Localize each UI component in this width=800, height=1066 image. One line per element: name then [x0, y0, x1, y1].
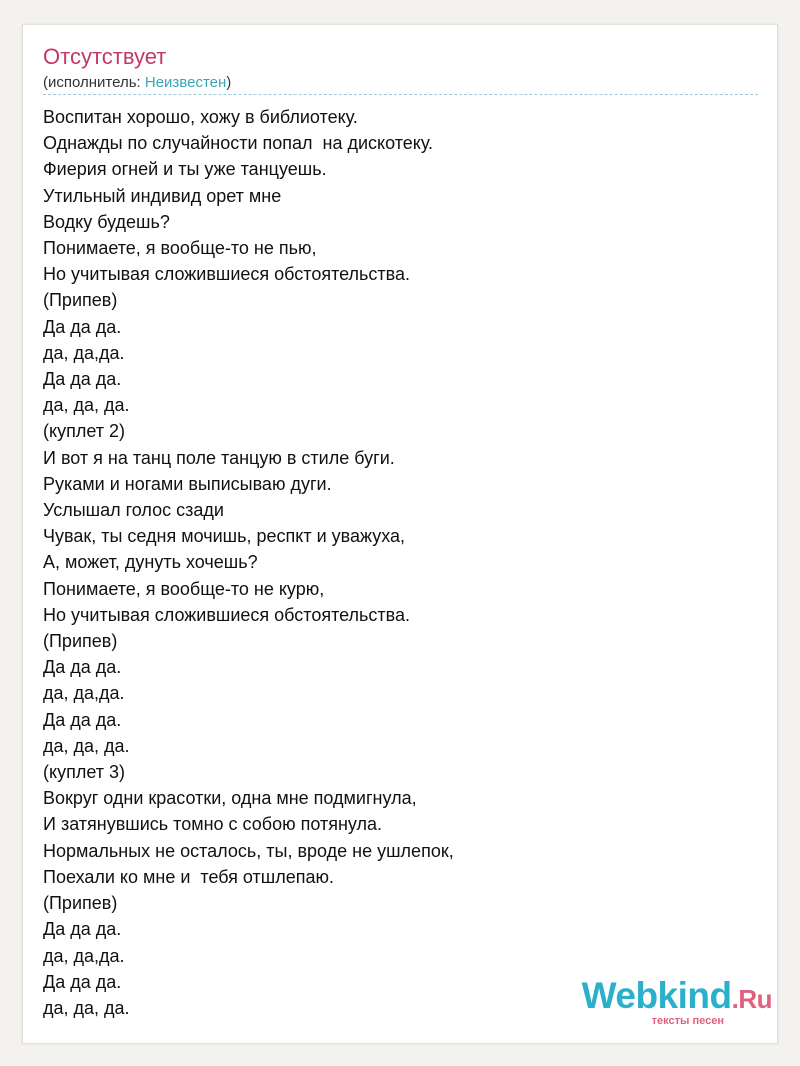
lyric-line: И вот я на танц поле танцую в стиле буги.: [43, 447, 395, 468]
lyric-line: да, да,да.: [43, 945, 125, 966]
lyric-line: Но учитывая сложившиеся обстоятельства.: [43, 604, 411, 625]
lyric-line: Воспитан хорошо, хожу в библиотеку.: [43, 107, 358, 127]
lyric-line: (куплет 3): [43, 762, 125, 783]
logo-tld: .Ru: [731, 984, 772, 1014]
lyric-line: Фиерия огней и ты уже танцуешь.: [43, 159, 327, 180]
lyric-line: Понимаете, я вообще-то не курю,: [43, 578, 325, 599]
lyric-line: Руками и ногами выписываю дуги.: [43, 473, 332, 494]
lyric-line: Услышал голос сзади: [43, 500, 224, 521]
lyric-line: Да да да.: [43, 709, 122, 730]
lyric-line: Да да да.: [43, 369, 122, 390]
lyric-line: да, да,да.: [43, 683, 125, 704]
lyric-line: Поехали ко мне и тебя отшлепаю.: [43, 866, 334, 887]
lyrics-card: [22, 24, 778, 1044]
lyric-line: Да да да.: [43, 919, 122, 940]
lyric-line: Да да да.: [43, 657, 122, 678]
lyric-line: Да да да.: [43, 316, 122, 337]
logo-wordmark: [582, 976, 772, 1019]
lyric-line: да, да, да.: [43, 395, 130, 416]
logo-main-text: Webkind: [581, 975, 732, 1016]
lyric-line: (Припев): [43, 290, 118, 311]
lyric-line: (куплет 2): [43, 421, 125, 442]
artist-line: [43, 73, 231, 93]
artist-suffix: ): [226, 74, 232, 91]
lyric-line: Нормальных не осталось, ты, вроде не ушлепок,: [43, 840, 454, 861]
lyric-line: Водку будешь?: [43, 211, 170, 232]
lyrics-text: [43, 104, 454, 1021]
song-title: Отсутствует: [43, 44, 167, 69]
lyric-line: Однажды по случайности попал на дискотеку.: [43, 133, 434, 154]
artist-prefix: (исполнитель:: [43, 74, 145, 91]
lyric-line: да, да,да.: [43, 342, 125, 363]
lyric-line: И затянувшись томно с собою потянула.: [43, 814, 383, 835]
lyric-line: Вокруг одни красотки, одна мне подмигнула,: [43, 788, 417, 809]
artist-link[interactable]: Неизвестен: [144, 74, 227, 91]
lyric-line: да, да, да.: [43, 735, 130, 756]
webkind-logo[interactable]: [582, 976, 772, 1027]
lyric-line: да, да, да.: [43, 997, 130, 1018]
lyric-line: Понимаете, я вообще-то не пью,: [43, 238, 317, 259]
logo-tagline: тексты песен: [651, 1015, 724, 1027]
lyric-line: Утильный индивид орет мне: [43, 185, 282, 206]
lyric-line: Да да да.: [43, 971, 122, 992]
lyric-line: А, может, дунуть хочешь?: [43, 552, 258, 573]
lyric-line: (Припев): [43, 893, 118, 914]
dashed-divider: [43, 94, 758, 95]
lyric-line: (Припев): [43, 631, 118, 652]
lyric-line: Чувак, ты седня мочишь, респкт и уважуха,: [43, 526, 406, 547]
lyric-line: Но учитывая сложившиеся обстоятельства.: [43, 264, 411, 285]
